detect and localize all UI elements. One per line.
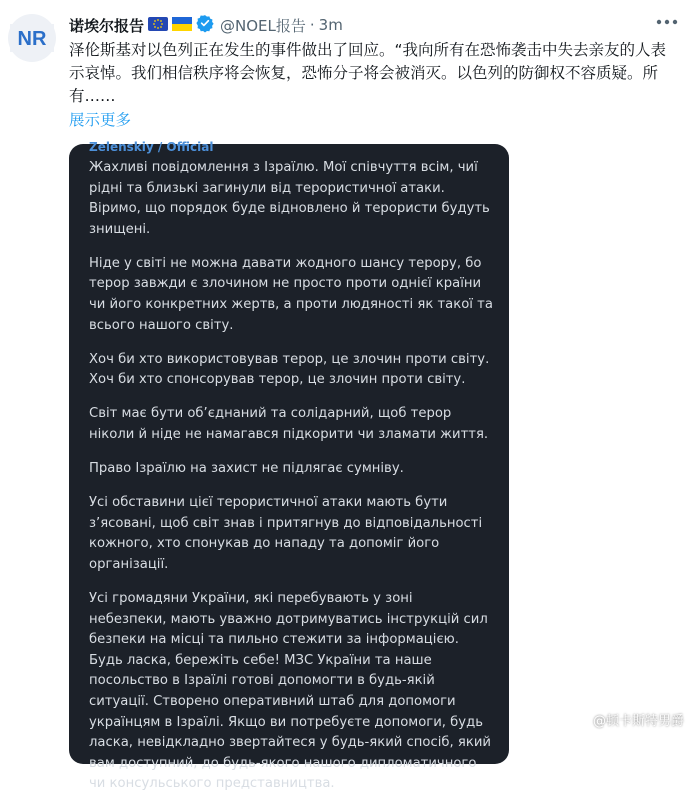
avatar-logo-text: NR — [17, 28, 47, 50]
account-handle[interactable]: @NOEL报告 — [220, 16, 306, 35]
media-paragraph: Усі обставини цієї терористичної атаки мають бути з’ясовані, щоб світ знав і притягнув до відповідальності кожного, хто спонукав до нападу та допоміг його організації. — [89, 495, 483, 572]
media-author-label: Zelenskiy / Official — [89, 140, 214, 154]
weibo-watermark — [569, 709, 684, 729]
media-paragraph: Право Ізраїлю на захист не підлягає сумніву. — [89, 461, 404, 477]
media-paragraph: Усі громадяни України, які перебувають у зоні небезпеки, мають уважно дотримуватись інструкцій сил безпеки на місці та пильно стежити за інформацією. Будь ласка, бережіть себе! МЗС України та наше посольство в Ізраїлі готові допомогти в будь-якій ситуації. Створено оперативний штаб для допомоги українцям в Ізраїлі. Якщо ви потребуєте допомоги, будь ласка, невідкладно звертайтеся у будь-який спосіб, який вам доступний, до будь-якого нашого дипломатичного чи консульського представництва. — [89, 591, 491, 792]
tweet-media-image[interactable] — [69, 140, 509, 792]
show-more-link[interactable]: 展示更多 — [69, 111, 132, 129]
media-text — [89, 158, 494, 809]
eu-flag-icon — [148, 16, 168, 35]
more-options-button[interactable] — [652, 10, 682, 34]
tweet-header — [69, 14, 680, 36]
separator-dot: · — [309, 16, 315, 34]
ukraine-flag-icon — [172, 16, 192, 35]
nr-logo-icon — [10, 24, 54, 52]
more-dots-icon — [656, 19, 678, 25]
media-paragraph: Жахливі повідомлення з Ізраїлю. Мої співчуття всім, чиї рідні та близькі загинули від терористичної атаки. Віримо, що порядок буде відновлено й терористи будуть знищені. — [89, 160, 490, 237]
watermark-text: @顿卡斯特男爵 — [592, 713, 684, 729]
weibo-logo-icon — [569, 709, 589, 729]
media-paragraph: Хоч би хто використовував терор, це злочин проти світу. Хоч би хто спонсорував терор, це злочин проти світу. — [89, 351, 490, 388]
media-paragraph: Ніде у світі не можна давати жодного шансу терору, бо терор завжди є злочином не просто проти однієї країни чи його конкретних жертв, а проти людяності як такої та всього нашого світу. — [89, 255, 493, 333]
tweet-timestamp[interactable]: 3m — [318, 16, 343, 34]
tweet-body: 泽伦斯基对以色列正在发生的事件做出了回应。“我向所有在恐怖袭击中失去亲友的人表示哀悼。我们相信秩序将会恢复，恐怖分子将会被消灭。以色列的防御权不容质疑。所有…… — [69, 41, 667, 105]
avatar[interactable] — [8, 14, 56, 62]
media-paragraph: Світ має бути об’єднаний та солідарний, щоб терор ніколи й ніде не намагався підкорити чи зламати життя. — [89, 406, 489, 443]
verified-badge-icon — [196, 14, 214, 36]
account-name[interactable]: 诺埃尔报告 — [69, 16, 145, 35]
